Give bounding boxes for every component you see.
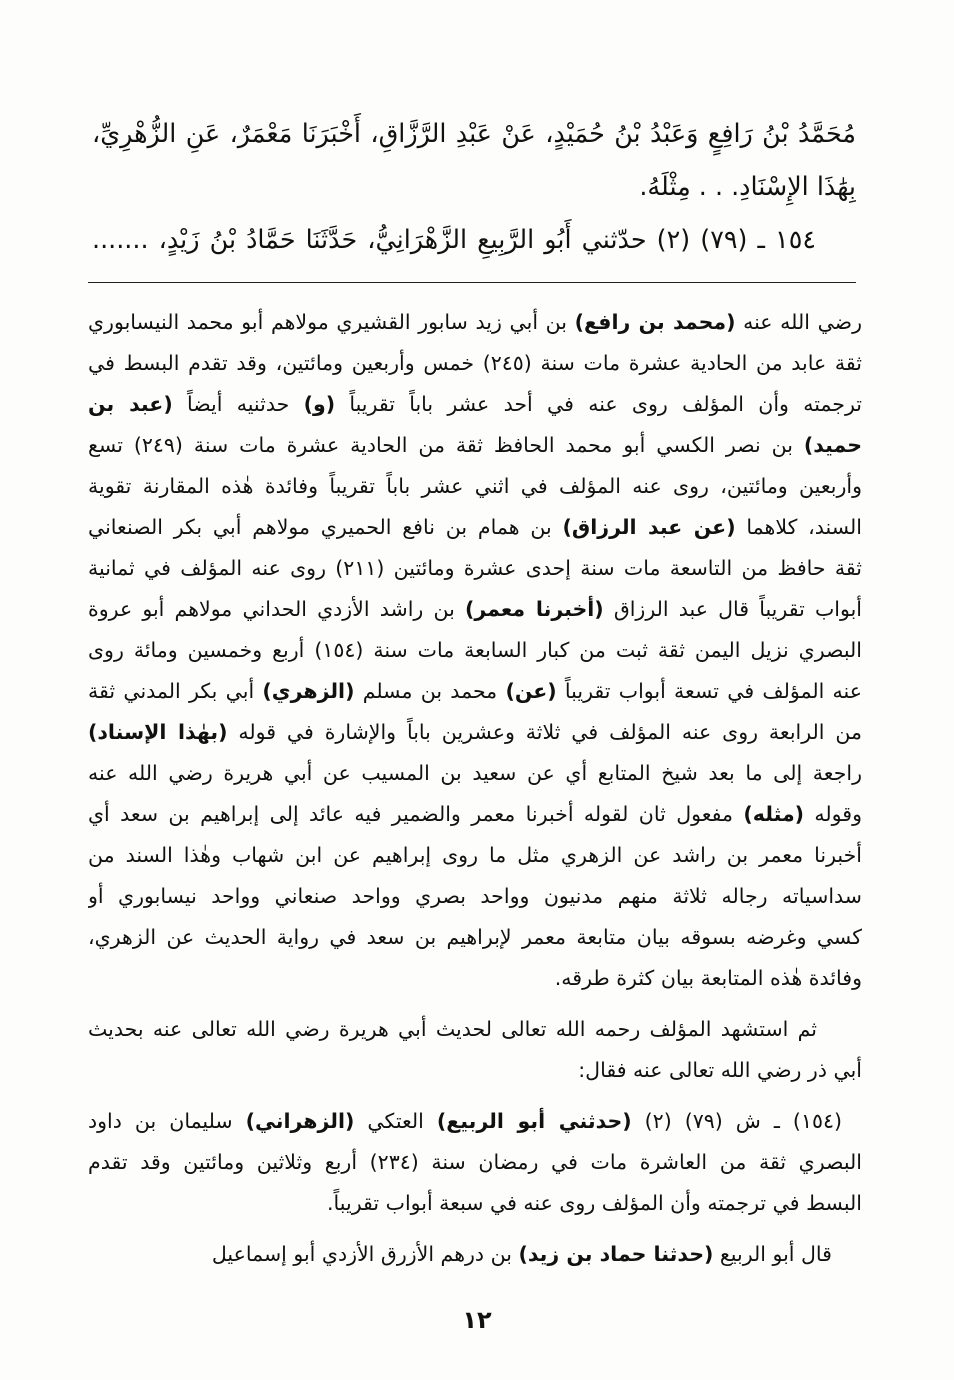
bold-phrase: (مثله) xyxy=(743,802,805,826)
bold-phrase: (عن عبد الرزاق) xyxy=(562,515,736,539)
text-run: أبي ذر رضي الله تعالى عنه فقال: xyxy=(578,1058,862,1082)
bold-phrase: (عن) xyxy=(505,679,557,703)
text-run: بن نصر الكسي أبو محمد الحافظ ثقة من الحادية عشرة مات سنة (٢٤٩) تسع xyxy=(88,433,804,457)
text-line xyxy=(88,712,862,753)
text-run: أبواب تقريباً قال عبد الرزاق xyxy=(603,597,862,621)
bold-phrase: (أخبرنا معمر) xyxy=(464,597,604,621)
text-line xyxy=(88,753,862,794)
text-run: ترجمته وأن المؤلف روى عنه في أحد عشر باباً تقريباً xyxy=(335,392,862,416)
bold-phrase: (الزهراني) xyxy=(245,1109,355,1133)
text-run: سليمان بن داود xyxy=(88,1109,246,1133)
text-line xyxy=(88,589,862,630)
text-line xyxy=(88,876,862,917)
text-line xyxy=(88,1009,862,1050)
text-line xyxy=(88,507,862,548)
text-line xyxy=(88,302,862,343)
text-line xyxy=(88,671,862,712)
text-run: بن همام بن نافع الحميري مولاهم أبي بكر الصنعاني xyxy=(88,515,563,539)
text-run: العتكي xyxy=(354,1109,437,1133)
text-line xyxy=(88,835,862,876)
text-line xyxy=(88,548,862,589)
text-run: ثم استشهد المؤلف رحمه الله تعالى لحديث أبي هريرة رضي الله تعالى عنه بحديث xyxy=(88,1017,817,1041)
commentary-block xyxy=(88,302,862,1285)
bold-phrase: (حدثني أبو الربيع) xyxy=(436,1109,632,1133)
text-line xyxy=(88,1183,862,1224)
text-run: كسي وغرضه بسوقه بيان متابعة معمر لإبراهيم بن سعد في رواية الحديث عن الزهري، xyxy=(88,925,862,949)
text-line xyxy=(92,160,856,213)
bold-phrase: (عبد بن xyxy=(88,392,173,416)
bold-phrase: (و) xyxy=(303,392,336,416)
text-run: السند، كلاهما xyxy=(735,515,862,539)
text-run: بن راشد الأزدي الحداني مولاهم أبو عروة xyxy=(88,597,465,621)
text-line xyxy=(88,1234,862,1275)
text-run: (١٥٤) ـ ش (٧٩) (٢) xyxy=(631,1109,843,1133)
bold-phrase: حميد) xyxy=(803,433,862,457)
commentary-paragraph xyxy=(88,1101,862,1224)
text-line xyxy=(88,630,862,671)
text-line xyxy=(88,1101,862,1142)
text-run: عنه المؤلف في تسعة أبواب تقريباً xyxy=(556,679,862,703)
text-run: البسط في ترجمته وأن المؤلف روى عنه في سبعة أبواب تقريباً. xyxy=(327,1191,862,1215)
text-line xyxy=(88,958,862,999)
text-line xyxy=(88,466,862,507)
text-run: مفعول ثان لقوله أخبرنا معمر والضمير فيه عائد إلى إبراهيم بن سعد أي xyxy=(88,802,744,826)
text-run: بِهَٰذَا الإِسْنَادِ. . . مِثْلَهُ. xyxy=(639,171,856,201)
text-line xyxy=(88,1050,862,1091)
separator-rule xyxy=(88,282,856,283)
text-run: ثقة حافظ من التاسعة مات سنة إحدى عشرة ومائتين (٢١١) روى عنه المؤلف في ثمانية xyxy=(88,556,862,580)
text-run: بن أبي زيد سابور القشيري مولاهم أبو محمد النيسابوري xyxy=(88,310,575,334)
commentary-paragraph xyxy=(88,1234,862,1275)
text-line xyxy=(88,794,862,835)
text-run: وأربعين ومائتين، روى عنه المؤلف في اثني عشر باباً تقريباً وفائدة هٰذه المقارنة تقوية xyxy=(88,474,862,498)
text-run: محمد بن مسلم xyxy=(354,679,506,703)
text-run: أخبرنا معمر بن راشد عن الزهري مثل ما روى إبراهيم عن ابن شهاب وهٰذا السند من xyxy=(88,843,862,867)
text-line xyxy=(88,343,862,384)
text-line xyxy=(92,213,856,266)
text-run: البصري نزيل اليمن ثقة ثبت من كبار السابعة مات سنة (١٥٤) أربع وخمسين ومائة روى xyxy=(88,638,862,662)
text-run: قال أبو الربيع xyxy=(713,1242,832,1266)
text-line xyxy=(88,425,862,466)
text-run: أبي بكر المدني ثقة xyxy=(88,679,263,703)
text-run: حدثنيه أيضاً xyxy=(172,392,304,416)
page-number: ١٢ xyxy=(462,1306,492,1334)
text-run: البصري ثقة من العاشرة مات في رمضان سنة (٢٣٤) أربع وثلاثين ومائتين وقد تقدم xyxy=(88,1150,862,1174)
commentary-paragraph xyxy=(88,302,862,999)
text-run: بن درهم الأزرق الأزدي أبو إسماعيل xyxy=(211,1242,519,1266)
text-run: مُحَمَّدُ بْنُ رَافِعٍ وَعَبْدُ بْنُ حُمَيْدٍ، عَنْ عَبْدِ الرَّزَّاقِ، أَخْبَرَنَا مَعْمَرٌ، عَنِ الزُّهْرِيِّ، xyxy=(92,118,856,148)
text-run: وقوله xyxy=(804,802,862,826)
commentary-paragraph xyxy=(88,1009,862,1091)
bold-phrase: (الزهري) xyxy=(262,679,355,703)
text-line xyxy=(88,917,862,958)
text-run: سداسياته رجاله ثلاثة منهم مدنيون وواحد بصري وواحد صنعاني وواحد نيسابوري أو xyxy=(88,884,862,908)
text-run: رضي الله عنه xyxy=(735,310,862,334)
text-run: راجعة إلى ما بعد شيخ المتابع أي عن سعيد بن المسيب عن أبي هريرة رضي الله عنه xyxy=(88,761,862,785)
text-run: من الرابعة روى عنه المؤلف في ثلاثة وعشرين باباً والإشارة في قوله xyxy=(227,720,862,744)
text-run: ثقة عابد من الحادية عشرة مات سنة (٢٤٥) خمس وأربعين ومائتين، وقد تقدم البسط في xyxy=(88,351,862,375)
text-run: ١٥٤ ـ (٧٩) (٢) حدّثني أَبُو الرَّبِيعِ الزَّهْرَانِيُّ، حَدَّثَنَا حَمَّادُ بْنُ زَيْدٍ، ....... xyxy=(92,224,816,254)
text-line xyxy=(88,384,862,425)
bold-phrase: (محمد بن رافع) xyxy=(574,310,736,334)
bold-phrase: (حدثنا حماد بن زيد) xyxy=(518,1242,714,1266)
text-line xyxy=(88,1142,862,1183)
text-run: وفائدة هٰذه المتابعة بيان كثرة طرقه. xyxy=(554,966,862,990)
bold-phrase: (بهٰذا الإسناد) xyxy=(88,720,228,744)
hadith-text-block xyxy=(92,107,856,266)
text-line xyxy=(92,107,856,160)
